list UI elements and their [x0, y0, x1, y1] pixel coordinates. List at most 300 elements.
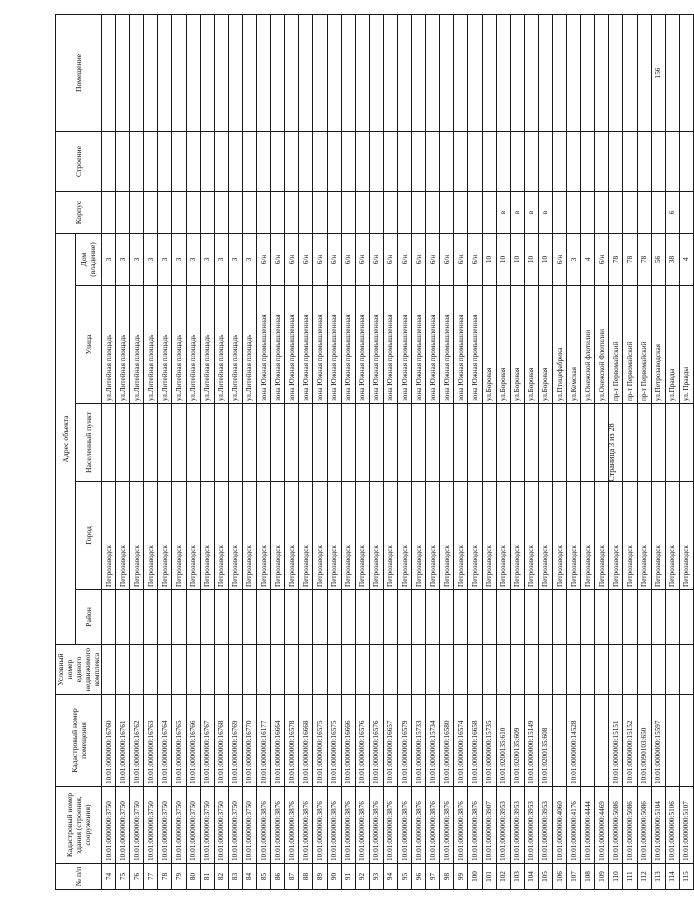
cell-district: [524, 590, 538, 645]
cell-building-cadastral: 10:01:0000000:3750: [186, 787, 200, 864]
cell-district: [496, 590, 510, 645]
cell-street: зона Южная промышленная: [468, 286, 482, 404]
cell-building-cadastral: 10:01:0000000:3876: [412, 787, 426, 864]
cell-house: 78: [637, 233, 651, 285]
cell-korpus: [271, 191, 285, 233]
cell-room: [524, 14, 538, 131]
cell-district: [200, 590, 214, 645]
cell-building: [581, 131, 595, 191]
cell-premises-cadastral: 10:01:0000000:16575: [313, 695, 327, 787]
cell-street: зона Южная промышленная: [341, 286, 355, 404]
cell-city: Петрозаводск: [637, 482, 651, 590]
cell-building: [454, 131, 468, 191]
cell-street: ул.Литейная площадь: [116, 286, 130, 404]
cell-conditional-number: [242, 645, 256, 695]
cell-street: зона Южная промышленная: [355, 286, 369, 404]
cell-number: 94: [383, 864, 397, 890]
cell-street: ул.Литейная площадь: [172, 286, 186, 404]
cell-district: [116, 590, 130, 645]
table-row: [623, 14, 637, 889]
cell-number: 106: [553, 864, 567, 890]
cell-premises-cadastral: 10:01:0000000:15597: [651, 695, 665, 787]
cell-room: [285, 14, 299, 131]
cell-house: 6/н: [468, 233, 482, 285]
cell-building: [383, 131, 397, 191]
cell-city: Петрозаводск: [144, 482, 158, 590]
cell-locality: [496, 404, 510, 482]
cell-premises-cadastral: 10:01:0000000:14528: [567, 695, 581, 787]
cell-number: 88: [299, 864, 313, 890]
cell-premises-cadastral: 10:01:0000000:16666: [341, 695, 355, 787]
cell-city: Петрозаводск: [553, 482, 567, 590]
cell-korpus: [440, 191, 454, 233]
cell-house: 6/н: [313, 233, 327, 285]
header-premises-cadastral: Кадастровый номер помещения: [56, 695, 102, 787]
header-korpus: Корпус: [56, 191, 102, 233]
cell-street: зона Южная промышленная: [454, 286, 468, 404]
cell-house: 6/н: [341, 233, 355, 285]
cell-city: Петрозаводск: [426, 482, 440, 590]
cell-number: 112: [637, 864, 651, 890]
cell-room: [412, 14, 426, 131]
cell-building-cadastral: 10:01:0000000:3876: [355, 787, 369, 864]
cell-locality: [623, 404, 637, 482]
cell-building-cadastral: 10:01:0000000:3876: [468, 787, 482, 864]
cell-house: 3: [567, 233, 581, 285]
cell-district: [482, 590, 496, 645]
table-row: [637, 14, 651, 889]
cell-locality: [524, 404, 538, 482]
cell-number: 86: [271, 864, 285, 890]
cell-locality: [397, 404, 411, 482]
cell-building: [412, 131, 426, 191]
cell-city: Петрозаводск: [285, 482, 299, 590]
cell-building: [313, 131, 327, 191]
cell-number: 110: [609, 864, 623, 890]
cell-locality: [313, 404, 327, 482]
cell-locality: [144, 404, 158, 482]
cell-house: 3: [102, 233, 116, 285]
table-row: [214, 14, 228, 889]
cell-street: зона Южная промышленная: [369, 286, 383, 404]
property-register-table: [55, 14, 694, 890]
cell-building-cadastral: 10:01:0000000:4060: [553, 787, 567, 864]
cell-building: [679, 131, 693, 191]
cell-locality: [228, 404, 242, 482]
cell-building: [524, 131, 538, 191]
table-row: [679, 14, 693, 889]
cell-street: ул.Литейная площадь: [242, 286, 256, 404]
cell-building-cadastral: 10:01:0000000:3953: [496, 787, 510, 864]
cell-street: зона Южная промышленная: [412, 286, 426, 404]
cell-locality: [214, 404, 228, 482]
cell-house: 6/н: [454, 233, 468, 285]
cell-building-cadastral: 10:01:0000000:3876: [440, 787, 454, 864]
cell-district: [397, 590, 411, 645]
table-row: [369, 14, 383, 889]
cell-korpus: [581, 191, 595, 233]
cell-premises-cadastral: 10:01:0000000:16574: [454, 695, 468, 787]
cell-district: [355, 590, 369, 645]
cell-street: пр-т Первомайский: [637, 286, 651, 404]
cell-district: [538, 590, 552, 645]
cell-room: [158, 14, 172, 131]
cell-street: ул.Онежской флотилии: [581, 286, 595, 404]
cell-street: ул.Петрозаводская: [651, 286, 665, 404]
table-row: [581, 14, 595, 889]
cell-city: Петрозаводск: [313, 482, 327, 590]
cell-house: 10: [482, 233, 496, 285]
cell-house: 10: [496, 233, 510, 285]
cell-korpus: [116, 191, 130, 233]
cell-district: [426, 590, 440, 645]
cell-korpus: [412, 191, 426, 233]
cell-room: [637, 14, 651, 131]
cell-korpus: [623, 191, 637, 233]
cell-building-cadastral: 10:01:0000000:3876: [285, 787, 299, 864]
cell-street: зона Южная промышленная: [285, 286, 299, 404]
cell-premises-cadastral: 10:01:0000000:16657: [383, 695, 397, 787]
cell-locality: [158, 404, 172, 482]
cell-district: [412, 590, 426, 645]
cell-building-cadastral: 10:01:0000000:3750: [214, 787, 228, 864]
cell-building-cadastral: 10:01:0000000:5104: [651, 787, 665, 864]
cell-number: 107: [567, 864, 581, 890]
cell-house: 6/н: [285, 233, 299, 285]
cell-room: [271, 14, 285, 131]
cell-locality: [581, 404, 595, 482]
cell-city: Петрозаводск: [581, 482, 595, 590]
cell-locality: [130, 404, 144, 482]
cell-conditional-number: [313, 645, 327, 695]
cell-building-cadastral: 10:01:0000000:3750: [102, 787, 116, 864]
cell-korpus: [214, 191, 228, 233]
cell-conditional-number: [200, 645, 214, 695]
cell-building: [271, 131, 285, 191]
cell-house: 3: [200, 233, 214, 285]
table-row: [285, 14, 299, 889]
cell-building: [426, 131, 440, 191]
cell-conditional-number: [383, 645, 397, 695]
cell-number: 113: [651, 864, 665, 890]
cell-city: Петрозаводск: [623, 482, 637, 590]
cell-number: 74: [102, 864, 116, 890]
cell-premises-cadastral: 10:01:0000000:16579: [397, 695, 411, 787]
cell-building-cadastral: 10:01:0000000:3750: [116, 787, 130, 864]
cell-korpus: [454, 191, 468, 233]
cell-house: 6/н: [271, 233, 285, 285]
cell-korpus: [637, 191, 651, 233]
cell-korpus: [651, 191, 665, 233]
table-row: [257, 14, 271, 889]
cell-city: Петрозаводск: [679, 482, 693, 590]
cell-house: 4: [581, 233, 595, 285]
cell-number: 93: [369, 864, 383, 890]
cell-street: ул.Литейная площадь: [158, 286, 172, 404]
cell-building: [496, 131, 510, 191]
header-house: Дом (владение): [75, 233, 101, 285]
table-row: [200, 14, 214, 889]
cell-premises-cadastral: 10:01:0000000:16576: [369, 695, 383, 787]
cell-street: зона Южная промышленная: [327, 286, 341, 404]
cell-korpus: [299, 191, 313, 233]
cell-conditional-number: [623, 645, 637, 695]
cell-korpus: [158, 191, 172, 233]
cell-room: [299, 14, 313, 131]
cell-room: [313, 14, 327, 131]
page-footer: Страница 3 из 28: [607, 423, 616, 482]
cell-city: Петрозаводск: [397, 482, 411, 590]
cell-premises-cadastral: [553, 695, 567, 787]
cell-conditional-number: [567, 645, 581, 695]
table-row: [468, 14, 482, 889]
cell-room: [369, 14, 383, 131]
cell-premises-cadastral: 10:01:0200135:609: [510, 695, 524, 787]
cell-street: зона Южная промышленная: [397, 286, 411, 404]
cell-number: 95: [397, 864, 411, 890]
cell-premises-cadastral: 10:01:0000000:16580: [440, 695, 454, 787]
cell-korpus: [186, 191, 200, 233]
cell-premises-cadastral: [679, 695, 693, 787]
cell-street: ул.Боровая: [538, 286, 552, 404]
cell-district: [186, 590, 200, 645]
cell-korpus: [567, 191, 581, 233]
cell-house: 10: [510, 233, 524, 285]
cell-building: [665, 131, 679, 191]
cell-conditional-number: [158, 645, 172, 695]
cell-building-cadastral: 10:01:0000000:3750: [144, 787, 158, 864]
cell-conditional-number: [327, 645, 341, 695]
cell-locality: [426, 404, 440, 482]
cell-premises-cadastral: 10:01:0000000:15733: [412, 695, 426, 787]
cell-room: [679, 14, 693, 131]
cell-number: 81: [200, 864, 214, 890]
cell-building: [242, 131, 256, 191]
cell-number: 101: [482, 864, 496, 890]
cell-conditional-number: [144, 645, 158, 695]
cell-premises-cadastral: 10:01:0000000:16768: [214, 695, 228, 787]
cell-conditional-number: [679, 645, 693, 695]
table-row: [186, 14, 200, 889]
cell-room: [228, 14, 242, 131]
cell-house: 6/н: [369, 233, 383, 285]
cell-conditional-number: [637, 645, 651, 695]
cell-district: [383, 590, 397, 645]
cell-house: 6/н: [426, 233, 440, 285]
cell-conditional-number: [271, 645, 285, 695]
cell-premises-cadastral: 10:01:0000000:16765: [172, 695, 186, 787]
cell-korpus: [397, 191, 411, 233]
cell-city: Петрозаводск: [454, 482, 468, 590]
cell-building: [144, 131, 158, 191]
cell-building: [116, 131, 130, 191]
cell-district: [665, 590, 679, 645]
cell-conditional-number: [538, 645, 552, 695]
cell-building: [567, 131, 581, 191]
cell-locality: [341, 404, 355, 482]
cell-premises-cadastral: 10:01:0000000:16668: [299, 695, 313, 787]
cell-district: [285, 590, 299, 645]
cell-room: [538, 14, 552, 131]
cell-room: [623, 14, 637, 131]
cell-building: [397, 131, 411, 191]
cell-city: Петрозаводск: [567, 482, 581, 590]
cell-house: 6/н: [553, 233, 567, 285]
table-row: [383, 14, 397, 889]
cell-conditional-number: [257, 645, 271, 695]
table-row: [538, 14, 552, 889]
cell-korpus: в: [538, 191, 552, 233]
table-row: [553, 14, 567, 889]
cell-house: 3: [130, 233, 144, 285]
cell-house: 3: [116, 233, 130, 285]
table-row: [426, 14, 440, 889]
cell-street: пр-т Первомайский: [609, 286, 623, 404]
cell-locality: [383, 404, 397, 482]
cell-conditional-number: [299, 645, 313, 695]
cell-premises-cadastral: 10:01:0000000:15151: [609, 695, 623, 787]
cell-building: [510, 131, 524, 191]
cell-building: [102, 131, 116, 191]
cell-korpus: [482, 191, 496, 233]
cell-city: Петрозаводск: [327, 482, 341, 590]
cell-locality: [468, 404, 482, 482]
cell-locality: [355, 404, 369, 482]
cell-street: зона Южная промышленная: [257, 286, 271, 404]
cell-house: 3: [214, 233, 228, 285]
cell-building: [285, 131, 299, 191]
cell-locality: [172, 404, 186, 482]
cell-number: 84: [242, 864, 256, 890]
cell-premises-cadastral: 10:01:0000000:16769: [228, 695, 242, 787]
cell-number: 80: [186, 864, 200, 890]
cell-district: [172, 590, 186, 645]
cell-conditional-number: [426, 645, 440, 695]
cell-room: [214, 14, 228, 131]
cell-building: [341, 131, 355, 191]
cell-district: [468, 590, 482, 645]
cell-korpus: [257, 191, 271, 233]
cell-locality: [510, 404, 524, 482]
cell-house: 78: [623, 233, 637, 285]
cell-number: 83: [228, 864, 242, 890]
table-row: [172, 14, 186, 889]
cell-number: 114: [665, 864, 679, 890]
cell-number: 75: [116, 864, 130, 890]
table-row: [482, 14, 496, 889]
cell-building-cadastral: 10:01:0000000:3750: [172, 787, 186, 864]
cell-building-cadastral: 10:01:0000000:3876: [313, 787, 327, 864]
cell-city: Петрозаводск: [609, 482, 623, 590]
cell-street: зона Южная промышленная: [440, 286, 454, 404]
cell-room: [341, 14, 355, 131]
cell-district: [299, 590, 313, 645]
cell-number: 77: [144, 864, 158, 890]
cell-house: 3: [172, 233, 186, 285]
cell-building-cadastral: 10:01:0000000:3907: [482, 787, 496, 864]
cell-city: Петрозаводск: [538, 482, 552, 590]
cell-street: ул.Литейная площадь: [228, 286, 242, 404]
cell-city: Петрозаводск: [130, 482, 144, 590]
cell-korpus: [130, 191, 144, 233]
cell-premises-cadastral: 10:01:0000000:16576: [355, 695, 369, 787]
cell-building-cadastral: 10:01:0000000:5086: [637, 787, 651, 864]
cell-number: 108: [581, 864, 595, 890]
cell-korpus: в: [524, 191, 538, 233]
cell-building: [257, 131, 271, 191]
cell-city: Петрозаводск: [200, 482, 214, 590]
cell-district: [510, 590, 524, 645]
cell-number: 99: [454, 864, 468, 890]
cell-premises-cadastral: 10:01:0090103:650: [637, 695, 651, 787]
cell-house: 6/н: [355, 233, 369, 285]
cell-premises-cadastral: [581, 695, 595, 787]
cell-building-cadastral: 10:01:0000000:3876: [327, 787, 341, 864]
cell-room: [482, 14, 496, 131]
cell-korpus: [383, 191, 397, 233]
cell-building: [468, 131, 482, 191]
cell-premises-cadastral: 10:01:0000000:16578: [285, 695, 299, 787]
cell-street: ул.Литейная площадь: [102, 286, 116, 404]
cell-district: [228, 590, 242, 645]
header-num: № п/п: [56, 864, 102, 890]
cell-street: ул.Боровая: [496, 286, 510, 404]
cell-house: 56: [651, 233, 665, 285]
cell-conditional-number: [214, 645, 228, 695]
cell-korpus: [553, 191, 567, 233]
cell-conditional-number: [440, 645, 454, 695]
cell-house: 3: [158, 233, 172, 285]
cell-korpus: [172, 191, 186, 233]
cell-premises-cadastral: [665, 695, 679, 787]
cell-room: [567, 14, 581, 131]
cell-premises-cadastral: 10:01:0000000:15735: [482, 695, 496, 787]
cell-premises-cadastral: 10:01:0200135:610: [496, 695, 510, 787]
cell-district: [327, 590, 341, 645]
cell-house: 4: [679, 233, 693, 285]
cell-city: Петрозаводск: [172, 482, 186, 590]
cell-house: 78: [609, 233, 623, 285]
cell-locality: [679, 404, 693, 482]
cell-room: [510, 14, 524, 131]
table-row: [228, 14, 242, 889]
cell-city: Петрозаводск: [355, 482, 369, 590]
cell-city: Петрозаводск: [651, 482, 665, 590]
cell-number: 96: [412, 864, 426, 890]
cell-conditional-number: [397, 645, 411, 695]
cell-number: 90: [327, 864, 341, 890]
cell-district: [567, 590, 581, 645]
cell-korpus: [369, 191, 383, 233]
table-row: [327, 14, 341, 889]
cell-house: 6/н: [397, 233, 411, 285]
cell-korpus: [102, 191, 116, 233]
cell-conditional-number: [116, 645, 130, 695]
cell-house: 6/н: [595, 233, 609, 285]
cell-room: [172, 14, 186, 131]
cell-district: [553, 590, 567, 645]
cell-street: ул.Боровая: [524, 286, 538, 404]
cell-locality: [482, 404, 496, 482]
cell-street: ул.Боровая: [482, 286, 496, 404]
cell-number: 76: [130, 864, 144, 890]
cell-city: Петрозаводск: [102, 482, 116, 590]
cell-building-cadastral: 10:01:0000000:5107: [679, 787, 693, 864]
cell-street: зона Южная промышленная: [426, 286, 440, 404]
cell-conditional-number: [510, 645, 524, 695]
cell-premises-cadastral: 10:01:0000000:15152: [623, 695, 637, 787]
cell-building-cadastral: 10:01:0000000:5086: [623, 787, 637, 864]
